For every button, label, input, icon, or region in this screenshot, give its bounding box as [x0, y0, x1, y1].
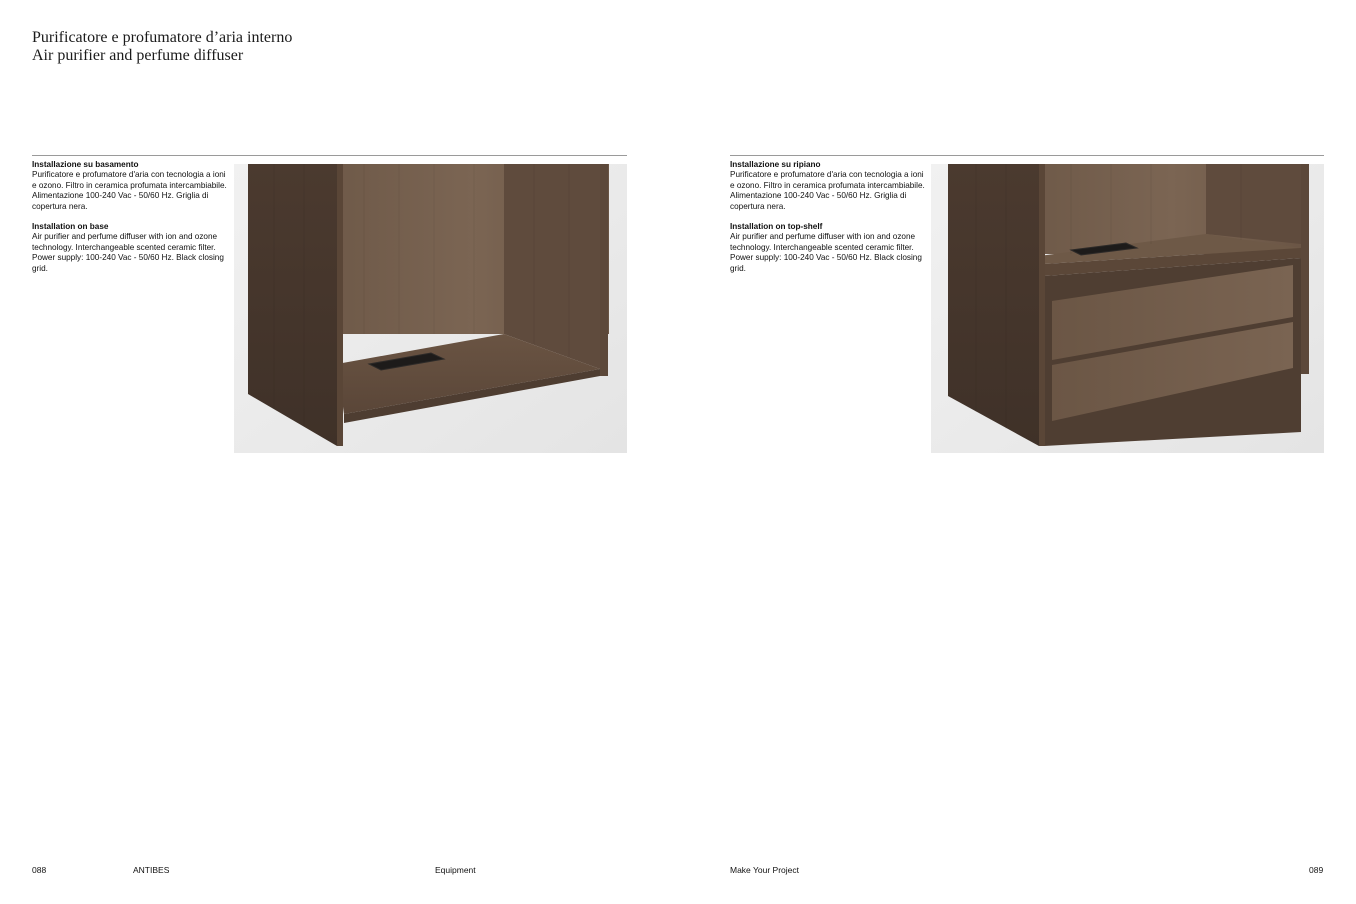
right-en-body: Air purifier and perfume diffuser with ion and ozone technology. Interchangeable scented ceramic filter. Power supply: 100-240 Vac - 50/60 Hz. Black closing grid.	[730, 232, 922, 273]
page-number-right: 089	[1309, 865, 1324, 875]
title-english: Air purifier and perfume diffuser	[32, 47, 244, 64]
cabinet-base-illustration	[234, 164, 627, 453]
left-divider	[32, 155, 627, 156]
product-image-base-installation	[234, 164, 627, 453]
product-image-top-shelf-installation	[931, 164, 1324, 453]
right-it-heading: Installazione su ripiano	[730, 160, 821, 169]
cabinet-drawer-illustration	[931, 164, 1324, 453]
left-en-body: Air purifier and perfume diffuser with ion and ozone technology. Interchangeable scented ceramic filter. Power supply: 100-240 Vac - 50/60 Hz. Black closing grid.	[32, 232, 224, 273]
section-name: Equipment	[435, 865, 476, 875]
brand-name: ANTIBES	[133, 865, 170, 875]
left-it-heading: Installazione su basamento	[32, 160, 139, 169]
right-divider	[730, 155, 1324, 156]
left-en-heading: Installation on base	[32, 222, 109, 232]
page-title	[32, 29, 292, 65]
page-number-left: 088	[32, 865, 47, 875]
title-italian: Purificatore e profumatore d’aria interno	[32, 29, 293, 46]
right-description	[730, 160, 925, 284]
section-name-right: Make Your Project	[730, 865, 799, 875]
left-description	[32, 160, 227, 284]
left-it-body: Purificatore e profumatore d'aria con tecnologia a ioni e ozono. Filtro in ceramica profumata intercambiabile. Alimentazione 100-240 Vac - 50/60 Hz. Griglia di copertura nera.	[32, 170, 227, 211]
right-it-body: Purificatore e profumatore d'aria con tecnologia a ioni e ozono. Filtro in ceramica profumata intercambiabile. Alimentazione 100-240 Vac - 50/60 Hz. Griglia di copertura nera.	[730, 170, 925, 211]
right-en-heading: Installation on top-shelf	[730, 222, 823, 232]
